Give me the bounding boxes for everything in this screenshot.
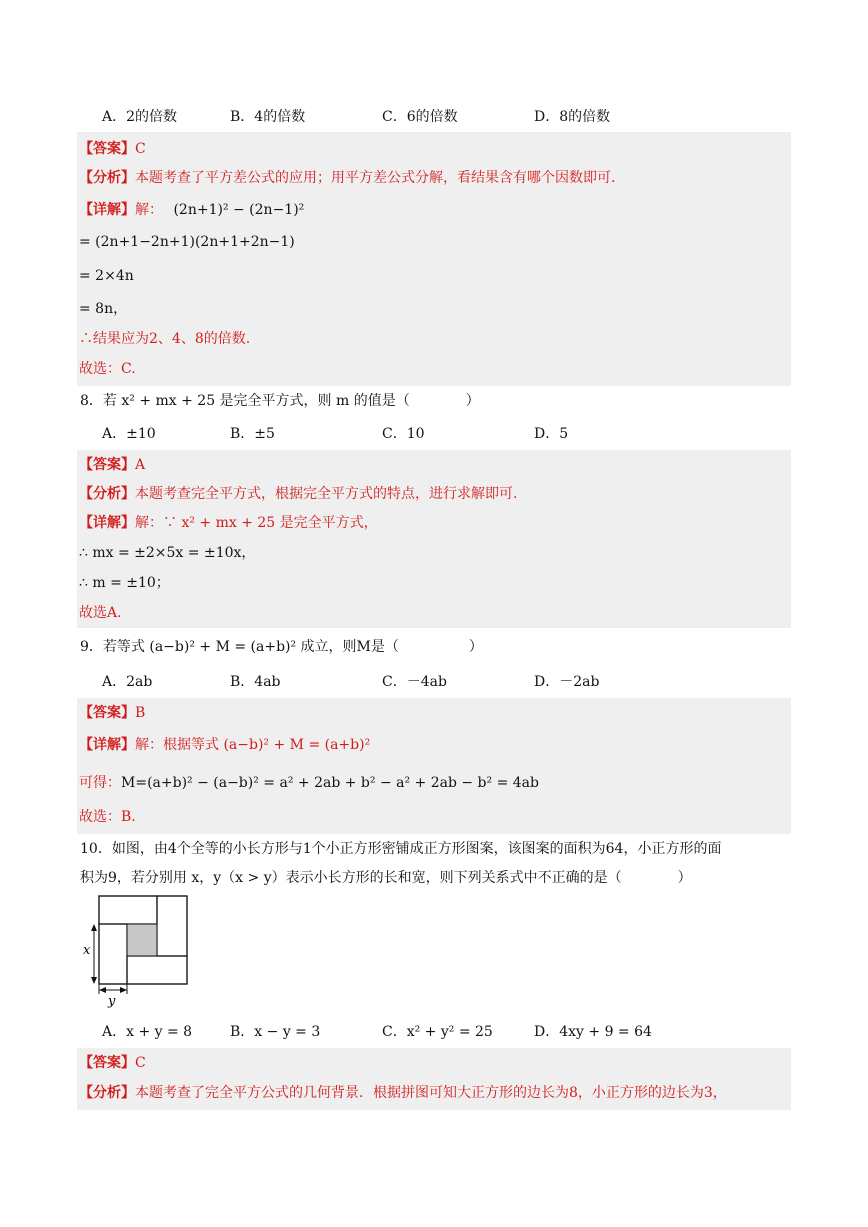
x-label: x: [83, 943, 91, 958]
option-c: C．10: [382, 426, 425, 442]
q10-solution-box: [77, 1048, 791, 1110]
option-d: D．8的倍数: [534, 109, 611, 125]
question-10-stem-line2: 积为9，若分别用 x，y（x > y）表示小长方形的长和宽，则下列关系式中不正确的是（ ）: [80, 870, 692, 886]
rect-bottom: [127, 956, 187, 984]
conclusion-line: ∴结果应为2、4、8的倍数.: [79, 331, 251, 347]
option-b: B．x − y = 3: [230, 1024, 321, 1040]
rect-top: [99, 896, 157, 924]
q9-options: [102, 671, 599, 691]
formula-step: = (2n+1−2n+1)(2n+1+2n−1): [79, 234, 295, 250]
formula-step: ∴ mx = ±2×5x = ±10x，: [79, 545, 256, 561]
question-8-stem: 8．若 x² + mx + 25 是完全平方式，则 m 的值是（ ）: [80, 393, 480, 409]
answer-line: 【答案】B: [79, 705, 146, 721]
q8-solution-box: [77, 450, 791, 628]
option-d: D．5: [534, 426, 569, 442]
answer-line: 【答案】C: [79, 141, 146, 157]
choice-line: 故选：C.: [79, 361, 136, 377]
choice-line: 故选：B.: [79, 809, 136, 825]
small-square: [127, 924, 157, 956]
analysis-line: 【分析】本题考查完全平方式，根据完全平方式的特点，进行求解即可.: [79, 486, 518, 502]
formula: (2n+1)² − (2n−1)²: [173, 202, 305, 218]
option-b: B．±5: [230, 426, 275, 442]
tiling-figure: [80, 893, 192, 1009]
option-b: B．4ab: [230, 674, 281, 690]
analysis-line: 【分析】本题考查了完全平方公式的几何背景．根据拼图可知大正方形的边长为8，小正方形的边长为3，: [79, 1085, 727, 1101]
formula-step: 可得：M=(a+b)² − (a−b)² = a² + 2ab + b² − a² + 2ab − b² = 4ab: [79, 775, 539, 791]
q10-options: [102, 1021, 652, 1041]
option-a: A．±10: [102, 426, 156, 442]
answer-line: 【答案】C: [79, 1055, 146, 1071]
question-10-stem-line1: 10．如图，由4个全等的小长方形与1个小正方形密铺成正方形图案，该图案的面积为64，小正方形的面: [80, 841, 722, 857]
q8-options: [102, 423, 568, 443]
rect-right: [157, 896, 187, 956]
analysis-line: 【分析】本题考查了平方差公式的应用；用平方差公式分解，看结果含有哪个因数即可.: [79, 170, 616, 186]
detail-line: 【详解】解： (2n+1)² − (2n−1)²: [79, 202, 305, 218]
formula-step: ∴ m = ±10；: [79, 575, 170, 591]
question-9-stem: 9．若等式 (a−b)² + M = (a+b)² 成立，则M是（ ）: [80, 639, 483, 655]
option-b: B．4的倍数: [230, 109, 306, 125]
formula-step: = 8n，: [79, 301, 128, 317]
option-a: A．x + y = 8: [102, 1024, 193, 1040]
q7-solution-box: [77, 132, 791, 386]
option-c: C．x² + y² = 25: [382, 1024, 493, 1040]
answer-line: 【答案】A: [79, 457, 146, 473]
option-c: C．6的倍数: [382, 109, 458, 125]
option-d: D．－2ab: [534, 674, 600, 690]
rect-left: [99, 924, 127, 984]
option-c: C．－4ab: [382, 674, 447, 690]
option-a: A．2的倍数: [102, 109, 178, 125]
q7-options: [102, 106, 610, 126]
y-label: y: [108, 994, 116, 1009]
q9-solution-box: [77, 698, 791, 834]
formula-step: = 2×4n: [79, 268, 134, 284]
detail-line: 【详解】解：根据等式 (a−b)² + M = (a+b)²: [79, 737, 371, 753]
detail-line: 【详解】解：∵ x² + mx + 25 是完全平方式，: [79, 515, 378, 531]
option-d: D．4xy + 9 = 64: [534, 1024, 652, 1040]
choice-line: 故选A.: [79, 605, 122, 621]
option-a: A．2ab: [102, 674, 153, 690]
